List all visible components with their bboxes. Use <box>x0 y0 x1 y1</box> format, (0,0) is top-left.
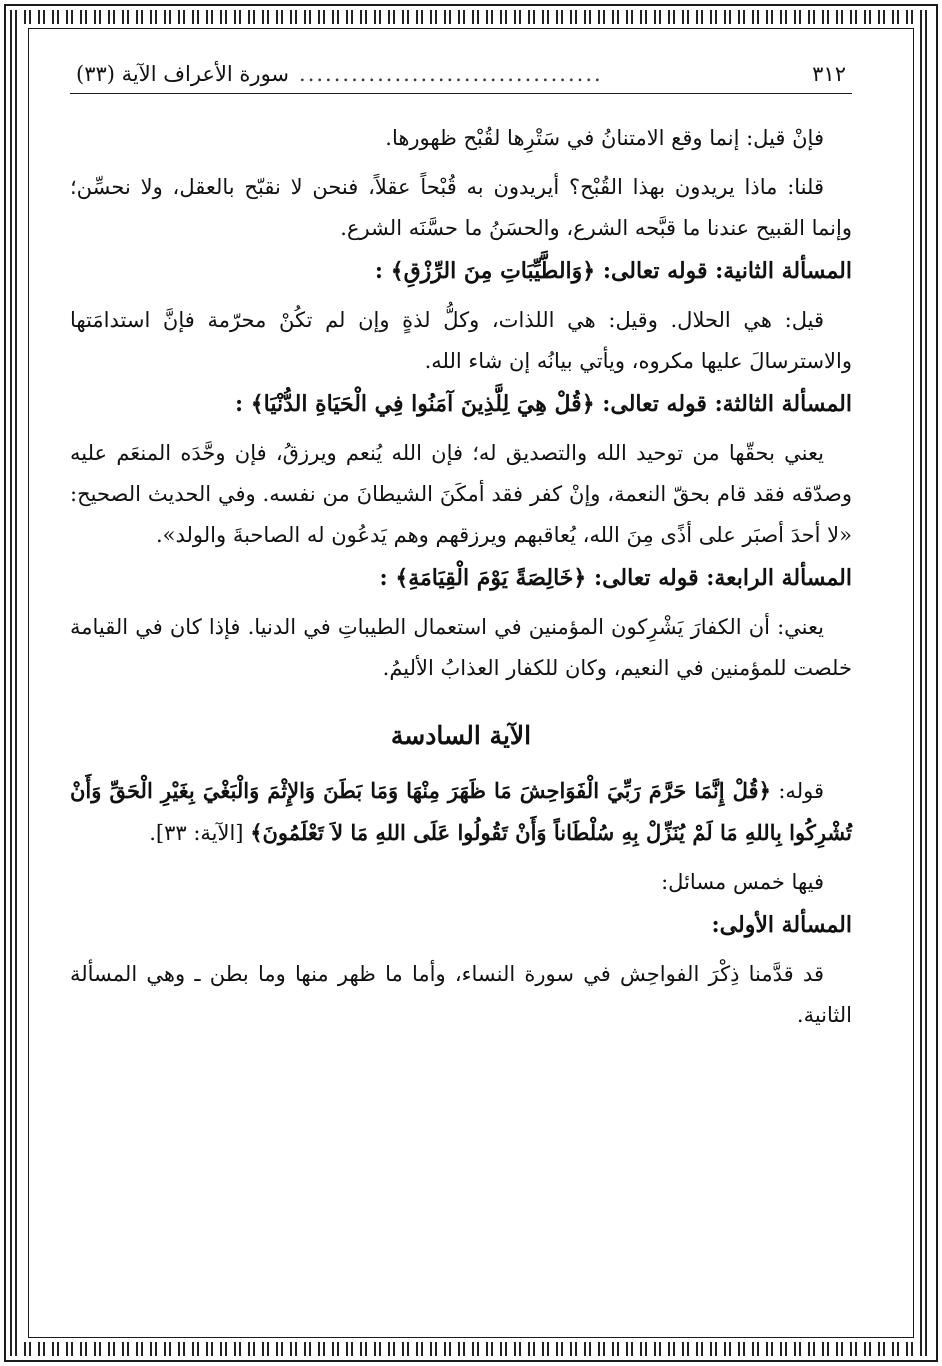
page-content <box>70 62 852 1312</box>
body-text <box>70 118 852 1036</box>
quran-quote-tayyibat: ﴿وَالطَّيِّبَاتِ مِنَ الرِّزْقِ﴾ <box>390 258 596 285</box>
running-header <box>70 62 852 94</box>
verse-intro-label: قوله: <box>778 779 824 804</box>
quran-quote-verse-33: ﴿قُلْ إِنَّمَا حَرَّمَ رَبِّيَ الْفَوَاحِشَ مَا ظَهَرَ مِنْهَا وَمَا بَطَنَ وَالإِثْمَ وَالْبَغْيَ بِغَيْرِ الْحَقِّ وَأَنْ تُشْرِكُوا بِاللهِ مَا لَمْ يُنَزِّلْ بِهِ سُلْطَاناً وَأَنْ تَقُولُوا عَلَى اللهِ مَا لاَ تَعْلَمُونَ﴾ <box>70 778 852 846</box>
heading-third-issue <box>70 384 852 425</box>
header-leader-dots: ................................... <box>299 62 603 86</box>
page-number: ٣١٢ <box>812 62 846 86</box>
paragraph-response: قلنا: ماذا يريدون بهذا القُبْح؟ أيريدون به قُبْحاً عقلاً، فنحن لا نقبّح بالعقل، ولا نحسِّن؛ وإنما القبيح عندنا ما قبَّحه الشرع، والحسَنُ ما حسَّنَه الشرع. <box>70 175 852 241</box>
quran-quote-khalisatan: ﴿خَالِصَةً يَوْمَ الْقِيَامَةِ﴾ <box>395 565 587 592</box>
paragraph-verse-text <box>70 770 852 854</box>
paragraph-fourth-issue: يعني: أن الكفارَ يَشْرِكون المؤمنين في استعمال الطيباتِ في الدنيا. فإذا كان في القيامة خلصت للمؤمنين في النعيم، وكان للكفار العذابُ الأليمُ. <box>70 615 852 681</box>
section-title-sixth-verse: الآية السادسة <box>390 721 532 751</box>
paragraph-second-issue: قيل: هي الحلال. وقيل: هي اللذات، وكلُّ لذةٍ وإن لم تكُنْ محرّمة فإنَّ استدامَتها والاسترسالَ عليها مكروه، ويأتي بيانُه إن شاء الله. <box>70 308 852 374</box>
heading-third-issue-label: المسألة الثالثة: قوله تعالى: <box>602 391 852 418</box>
header-title-group <box>76 62 603 87</box>
heading-first-issue: المسألة الأولى: <box>711 912 852 939</box>
paragraph-five-issues: فيها خمس مسائل: <box>661 870 824 895</box>
surah-title: سورة الأعراف الآية (٣٣) <box>76 62 290 86</box>
paragraph-objection: فإنْ قيل: إنما وقع الامتنانُ في سَتْرِها لقُبْح ظهورها. <box>385 126 824 151</box>
heading-colon: : <box>379 565 388 592</box>
heading-fourth-issue <box>70 558 852 599</box>
heading-colon: : <box>234 391 244 418</box>
heading-second-issue <box>70 251 852 292</box>
paragraph-first-issue: قد قدَّمنا ذِكْرَ الفواحِش في سورة النساء، وأما ما ظهر منها وما بطن ـ وهي المسألة الثانية. <box>70 962 852 1028</box>
paragraph-third-issue: يعني بحقّها من توحيد الله والتصديق له؛ فإن الله يُنعم ويرزقُ، فإن وحَّدَه المنعَم عليه وصدّقه فقد قام بحقّ النعمة، وإنْ كفر فقد أمكَنَ الشيطانَ من نفسه. وفي الحديث الصحيح: «لا أحدَ أصبَر على أذًى مِنَ الله، يُعاقبهم ويرزقهم وهم يَدعُون له الصاحبةَ والولد». <box>70 441 852 548</box>
heading-second-issue-label: المسألة الثانية: قوله تعالى: <box>602 258 852 285</box>
heading-colon: : <box>374 258 384 285</box>
quran-quote-hiya-lilladhina: ﴿قُلْ هِيَ لِلَّذِينَ آمَنُوا فِي الْحَيَاةِ الدُّنْيَا﴾ <box>250 391 595 418</box>
verse-reference: [الآية: ٣٣]. <box>149 821 244 846</box>
heading-fourth-issue-label: المسألة الرابعة: قوله تعالى: <box>593 565 852 592</box>
